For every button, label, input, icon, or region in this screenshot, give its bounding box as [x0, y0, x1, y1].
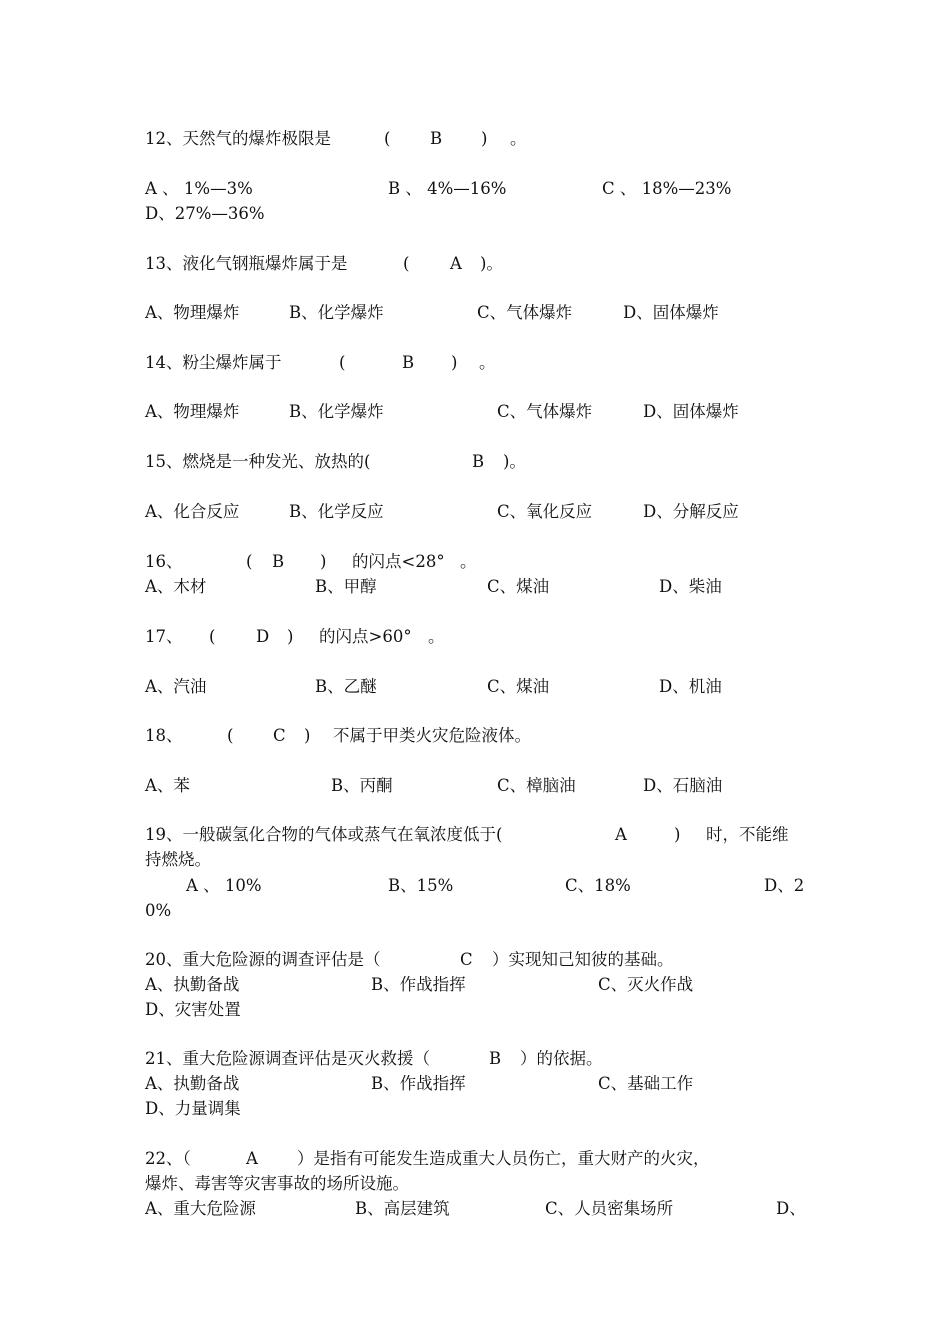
answer-options-line — [0, 998, 950, 1022]
text-segment: B — [489, 1049, 502, 1068]
text-segment: B、丙酮 — [331, 776, 393, 795]
text-segment: 12、天然气的爆炸极限是 — [145, 129, 331, 148]
text-segment: ) — [304, 726, 311, 745]
text-segment: 16、 — [145, 552, 183, 571]
text-segment: )。 — [503, 452, 526, 471]
text-segment: ) — [451, 353, 458, 372]
text-segment: B、15% — [388, 876, 454, 895]
text-segment: 15、燃烧是一种发光、放热的( — [145, 452, 371, 471]
text-segment: D、柴油 — [659, 577, 722, 596]
text-segment: B — [472, 452, 485, 471]
text-segment: D、27%—36% — [145, 204, 265, 223]
text-segment: ) — [481, 129, 488, 148]
text-segment: 17、 — [145, 627, 183, 646]
text-segment: B、作战指挥 — [371, 1074, 466, 1093]
question-stem — [0, 550, 950, 574]
text-segment: A、苯 — [145, 776, 190, 795]
text-segment: A、物理爆炸 — [145, 402, 240, 421]
text-segment: D、固体爆炸 — [643, 402, 739, 421]
text-segment: ) — [674, 825, 681, 844]
question-stem — [0, 252, 950, 276]
text-segment: B、作战指挥 — [371, 975, 466, 994]
answer-options-line — [0, 1072, 950, 1096]
text-segment: A — [246, 1149, 258, 1168]
answer-options-line — [0, 1197, 950, 1221]
answer-options-line — [0, 774, 950, 798]
text-segment: C、基础工作 — [598, 1074, 694, 1093]
text-segment: B、化学爆炸 — [289, 402, 384, 421]
text-segment: ( — [403, 254, 410, 273]
text-segment: ( — [227, 726, 234, 745]
answer-options-line — [0, 874, 950, 898]
text-segment: B、高层建筑 — [355, 1199, 450, 1218]
text-segment: D — [256, 627, 270, 646]
text-segment: C、樟脑油 — [497, 776, 576, 795]
text-segment: 不属于甲类火灾危险液体。 — [333, 726, 531, 745]
question-stem — [0, 351, 950, 375]
text-segment: C — [273, 726, 286, 745]
question-stem — [0, 127, 950, 151]
text-segment: B、化学爆炸 — [289, 303, 384, 322]
answer-options-line — [0, 500, 950, 524]
text-segment: ）是指有可能发生造成重大人员伤亡，重大财产的火灾， — [297, 1149, 710, 1168]
text-segment: 20、重大危险源的调查评估是（ — [145, 950, 381, 969]
text-segment: C 、 18%—23% — [602, 179, 732, 198]
text-segment: 21、重大危险源调查评估是灭火救援（ — [145, 1049, 430, 1068]
question-stem — [0, 823, 950, 847]
text-segment: A 、 1%—3% — [145, 179, 253, 198]
answer-options-line — [0, 301, 950, 325]
text-segment: B 、 4%—16% — [388, 179, 507, 198]
text-segment: C、人员密集场所 — [545, 1199, 674, 1218]
text-segment: A、汽油 — [145, 677, 207, 696]
answer-options-line — [0, 177, 950, 201]
text-segment: ( — [246, 552, 253, 571]
text-segment: 0% — [145, 901, 172, 920]
text-segment: ( — [209, 627, 216, 646]
text-segment: ( — [384, 129, 391, 148]
text-segment: D、力量调集 — [145, 1099, 241, 1118]
text-segment: A、执勤备战 — [145, 1074, 240, 1093]
text-segment: 。 — [428, 627, 445, 646]
text-segment: B、化学反应 — [289, 502, 384, 521]
text-segment: 的闪点>60° — [319, 627, 412, 646]
question-stem — [0, 948, 950, 972]
text-segment: A、化合反应 — [145, 502, 240, 521]
text-segment: B — [430, 129, 443, 148]
question-stem — [0, 724, 950, 748]
question-stem — [0, 1047, 950, 1071]
text-segment: 22、（ — [145, 1149, 191, 1168]
text-segment: D、固体爆炸 — [623, 303, 719, 322]
question-stem — [0, 450, 950, 474]
text-segment: C、灭火作战 — [598, 975, 694, 994]
text-segment: D、 — [776, 1199, 806, 1218]
text-segment: ) — [287, 627, 294, 646]
text-segment: B、乙醚 — [315, 677, 377, 696]
text-segment: 。 — [510, 129, 527, 148]
text-segment: D、石脑油 — [643, 776, 723, 795]
text-segment: A — [450, 254, 462, 273]
text-segment: ) — [320, 552, 327, 571]
answer-options-line — [0, 400, 950, 424]
text-segment: D、机油 — [659, 677, 722, 696]
text-segment: B、甲醇 — [315, 577, 377, 596]
text-segment: D、灾害处置 — [145, 1000, 241, 1019]
text-segment: ( — [339, 353, 346, 372]
text-segment: C、煤油 — [487, 577, 550, 596]
text-segment: )。 — [480, 254, 503, 273]
text-segment: 14、粉尘爆炸属于 — [145, 353, 282, 372]
question-stem — [0, 625, 950, 649]
text-segment: A、木材 — [145, 577, 207, 596]
text-segment: B — [402, 353, 415, 372]
text-segment: 。 — [460, 552, 477, 571]
text-segment: 时，不能维 — [706, 825, 789, 844]
answer-options-line — [0, 973, 950, 997]
answer-options-line — [0, 899, 950, 923]
text-segment: A、执勤备战 — [145, 975, 240, 994]
answer-options-line — [0, 1097, 950, 1121]
answer-options-line — [0, 1172, 950, 1196]
text-segment: 的闪点<28° — [352, 552, 445, 571]
text-segment: 19、一般碳氢化合物的气体或蒸气在氧浓度低于( — [145, 825, 503, 844]
text-segment: 13、液化气钢瓶爆炸属于是 — [145, 254, 348, 273]
answer-options-line — [0, 675, 950, 699]
question-stem — [0, 1147, 950, 1171]
text-segment: C、气体爆炸 — [497, 402, 593, 421]
text-segment: ）实现知己知彼的基础。 — [492, 950, 674, 969]
text-segment: C、煤油 — [487, 677, 550, 696]
text-segment: C、18% — [565, 876, 631, 895]
text-segment: C、气体爆炸 — [477, 303, 573, 322]
text-segment: 。 — [479, 353, 496, 372]
text-segment: ）的依据。 — [520, 1049, 603, 1068]
text-segment: 18、 — [145, 726, 183, 745]
text-segment: A 、 10% — [186, 876, 262, 895]
answer-options-line — [0, 848, 950, 872]
text-segment: A、物理爆炸 — [145, 303, 240, 322]
text-segment: D、分解反应 — [643, 502, 739, 521]
text-segment: 爆炸、毒害等灾害事故的场所设施。 — [145, 1174, 409, 1193]
answer-options-line — [0, 575, 950, 599]
text-segment: 持燃烧。 — [145, 850, 211, 869]
text-segment: D、2 — [764, 876, 805, 895]
text-segment: C、氧化反应 — [497, 502, 593, 521]
text-segment: A、重大危险源 — [145, 1199, 256, 1218]
text-segment: A — [615, 825, 627, 844]
answer-options-line — [0, 202, 950, 226]
text-segment: B — [272, 552, 285, 571]
text-segment: C — [460, 950, 473, 969]
